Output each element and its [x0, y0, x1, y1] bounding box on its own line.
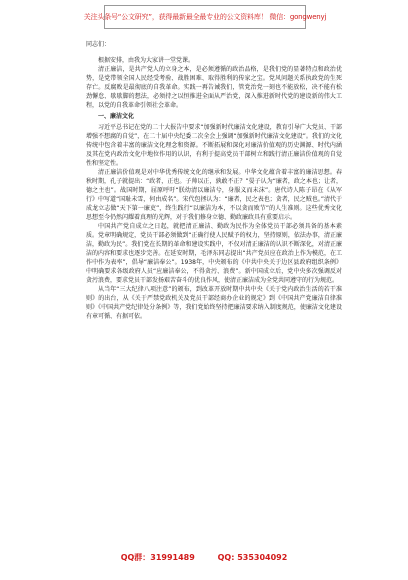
paragraph: 中国共产党自成立之日起，就把清正廉洁、勤政为民作为全体党员干部必须具备的基本素质。党章明确规定，党员干部必须做到“正确行使人民赋予的权力，坚持原则，依法办事，清正廉洁，勤政为民”。我们党在长期的革命和建设实践中，不仅对清正廉洁的认识不断深化，对清正廉洁的内容和要求也逐步完善。在延安时期，毛泽东同志提出“共产党员应在政治上作为模范，在工作中作为表率”，倡导“廉洁奉公”。1938年，中央颁布的《中共中央关于边区县政府组织条例》中明确要求各级政府人员“应廉洁奉公，不得贪污、浪费”。新中国成立后，党中央多次强调反对贪污浪费，要求党员干部发扬艰苦奋斗的优良作风，使清正廉洁成为全党共同遵守的行为规范。 [86, 223, 342, 284]
footer-contact [0, 552, 408, 563]
paragraph: 清正廉洁，是共产党人的立身之本，是必须遵循的政治品格，是我们党的显著特点和政治优势，是党带领全国人民经受考验、战胜困难、取得胜利的传家之宝。党风问题关系执政党的生死存亡。反腐败是最彻底的自我革命。实践一再告诫我们，管党治党一刻也不能放松，决不能有松劲懈怠、歇歇脚的想法，必须持之以恒推进全面从严治党，深入推进新时代党的建设新的伟大工程，以党的自我革命引领社会革命。 [86, 66, 342, 109]
paragraph: 根据安排，由我为大家讲一堂党课。 [98, 57, 195, 64]
qq-group-text: QQ群：31991489 [120, 553, 195, 562]
paragraph: 从当年“三大纪律八项注意”的颁布，到改革开放时期中共中央《关于党内政治生活的若干准则》的出台，从《关于严禁党政机关及党员干部经商办企业的规定》到《中国共产党廉洁自律准则》《中国共产党纪律处分条例》等，我们党始终坚持把廉洁要求纳入制度规范，使廉洁文化建设有章可循、有据可依。 [86, 286, 342, 320]
section-heading: 一、廉洁文化 [98, 113, 135, 120]
greeting: 同志们： [86, 41, 111, 48]
top-banner [0, 4, 408, 30]
qq-number-text: QQ: 535304092 [217, 553, 288, 562]
promo-banner-text: 关注头条号“公文研究”，获得最新最全最专业的公文资料库！ 微信：gongwenyj [104, 5, 306, 29]
paragraph: 习近平总书记在党的二十大报告中要求“加强新时代廉洁文化建设，教育引导广大党员、干部增强不想腐的自觉”，在二十届中央纪委二次全会上强调“加强新时代廉洁文化建设”。我们的文化传统中包含着丰富的廉洁文化理念和资源。不断拓展和深化对廉洁价值观的历史渊源、时代内涵及其在党内政治文化中地位作用的认识，有利于提高党员干部树立和践行清正廉洁价值观的自觉性和坚定性。 [86, 124, 342, 167]
document-body [86, 40, 342, 321]
paragraph: 清正廉洁价值观是对中华优秀传统文化的继承和发展。中华文化蕴含着丰富的廉洁思想。春秋时期，孔子就提出：“政者，正也。子帅以正，孰敢不正？”晏子认为“廉者，政之本也；让者，德之主也”。战国时期，屈原呼吁“朕幼清以廉洁兮，身服义而未沫”。唐代诗人陈子昂在《从军行》中写道“国耻未雪，何由成名”。宋代包拯认为：“廉者，民之表也；贪者，民之贼也。”清代于成龙立志做“天下第一廉吏”，终生践行“以廉洁为本，不以贪而败节”的人生准则。这些优秀文化思想至今仍然闪耀着真理的光辉，对于我们修身立德、勤政廉政具有重要启示。 [86, 169, 342, 221]
